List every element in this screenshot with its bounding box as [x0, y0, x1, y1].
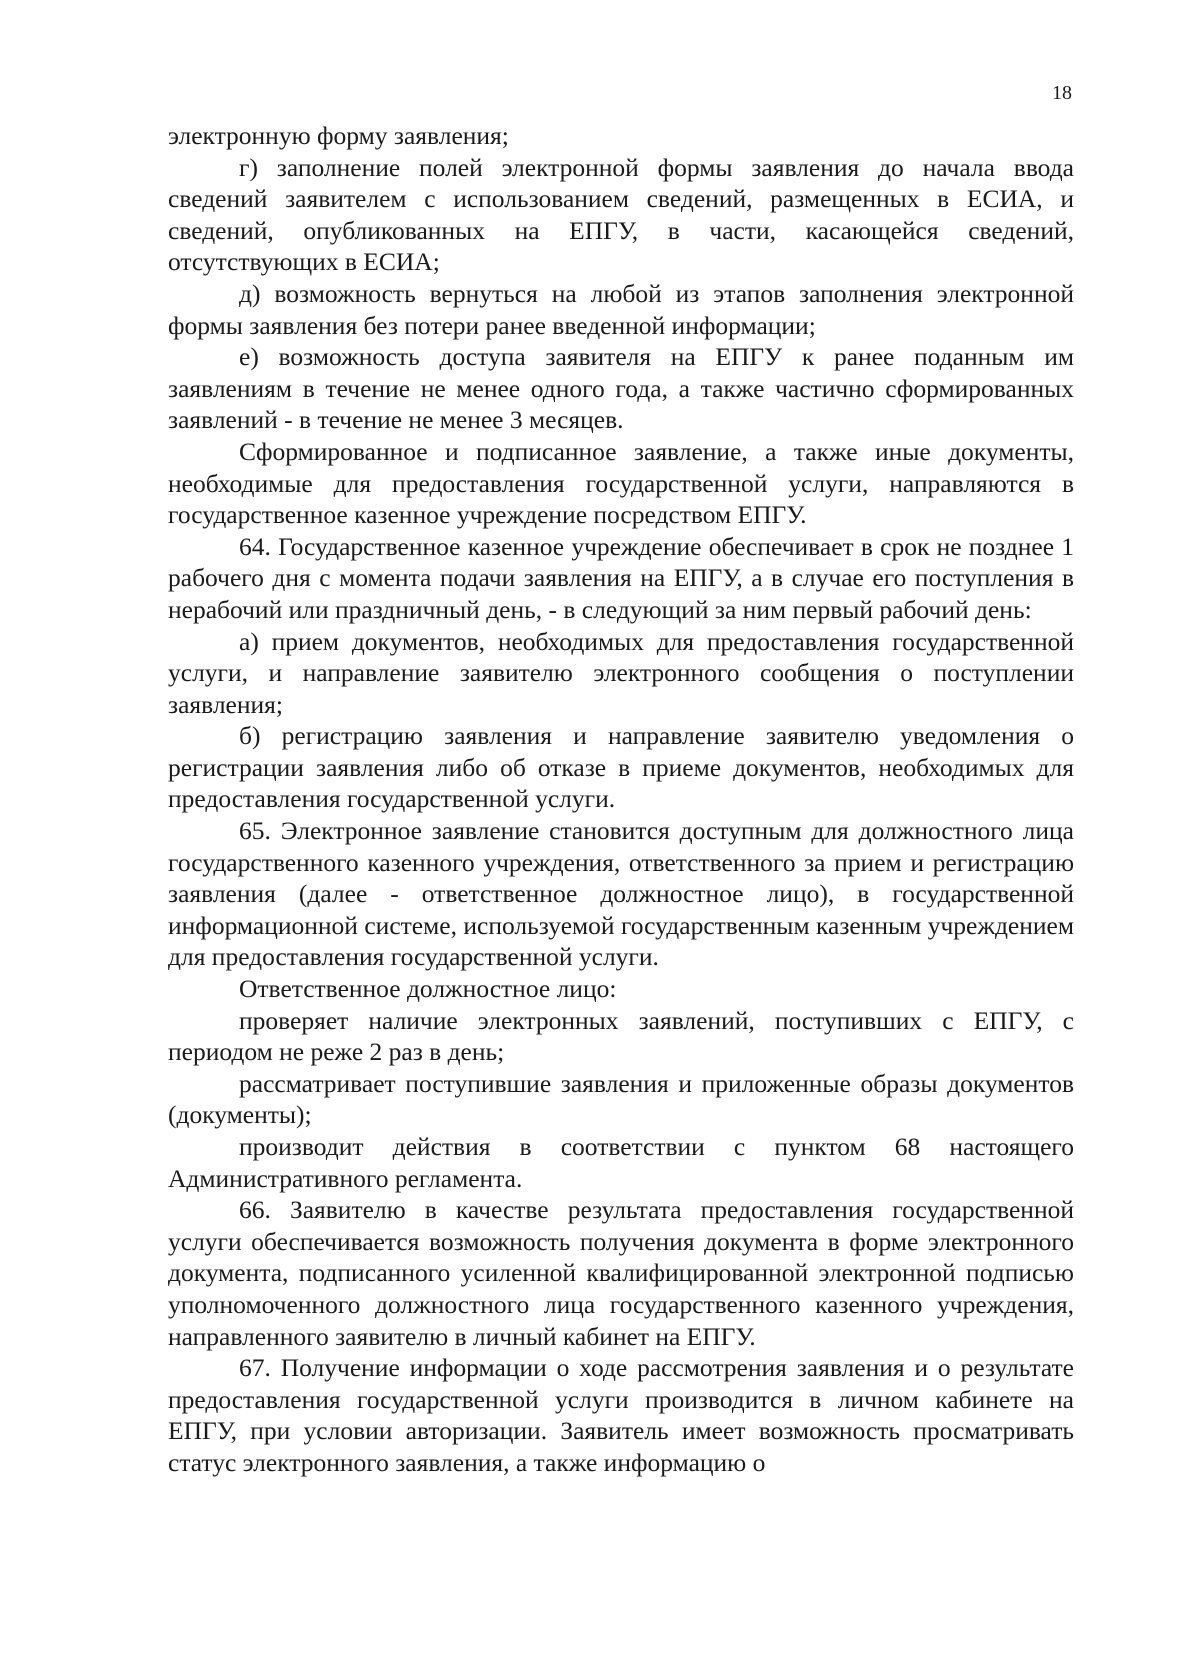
paragraph-reviews: рассматривает поступившие заявления и приложенные образы документов (документы);: [168, 1068, 1074, 1130]
paragraph-submitted-application: Сформированное и подписанное заявление, а также иные документы, необходимые для предоставления государственной услуги, направляются в государственное казенное учреждение посредством ЕПГУ.: [168, 436, 1074, 530]
paragraph-item-g: г) заполнение полей электронной формы заявления до начала ввода сведений заявителем с использованием сведений, размещенных в ЕСИА, и сведений, опубликованных на ЕПГУ, в части, касающейся сведений, отсутствующих в ЕСИА;: [168, 152, 1074, 277]
paragraph-item-d: д) возможность вернуться на любой из этапов заполнения электронной формы заявления без потери ранее введенной информации;: [168, 278, 1074, 340]
paragraph-responsible-official: Ответственное должностное лицо:: [239, 974, 617, 1004]
paragraph-checks: проверяет наличие электронных заявлений, поступивших с ЕПГУ, с периодом не реже 2 раз в день;: [168, 1005, 1074, 1067]
document-body: [168, 120, 1074, 1479]
paragraph-66: 66. Заявителю в качестве результата предоставления государственной услуги обеспечивается возможность получения документа в форме электронного документа, подписанного усиленной квалифицированной электронной подписью уполномоченного должностного лица государственного казенного учреждения, направленного заявителю в личный кабинет на ЕПГУ.: [168, 1195, 1074, 1351]
paragraph-continuation: электронную форму заявления;: [168, 121, 509, 150]
page-number: 18: [1052, 82, 1072, 104]
paragraph-64-b: б) регистрацию заявления и направление заявителю уведомления о регистрации заявления либо об отказе в приеме документов, необходимых для предоставления государственной услуги.: [168, 721, 1074, 814]
paragraph-65: 65. Электронное заявление становится доступным для должностного лица государственного казенного учреждения, ответственного за прием и регистрацию заявления (далее - ответственное должностное лицо), в государственной информационной системе, используемой государственным казенным учреждением для предоставления государственной услуги.: [168, 816, 1074, 972]
paragraph-item-e: е) возможность доступа заявителя на ЕПГУ к ранее поданным им заявлениям в течение не менее одного года, а также частично сформированных заявлений - в течение не менее 3 месяцев.: [168, 342, 1074, 435]
paragraph-64-a: а) прием документов, необходимых для предоставления государственной услуги, и направление заявителю электронного сообщения о поступлении заявления;: [168, 626, 1074, 719]
paragraph-performs: производит действия в соответствии с пунктом 68 настоящего Административного регламента.: [168, 1132, 1074, 1193]
paragraph-67: 67. Получение информации о ходе рассмотрения заявления и о результате предоставления государственной услуги производится в личном кабинете на ЕПГУ, при условии авторизации. Заявитель имеет возможность просматривать статус электронного заявления, а также информацию о: [168, 1353, 1074, 1477]
paragraph-64: 64. Государственное казенное учреждение обеспечивает в срок не позднее 1 рабочего дня с момента подачи заявления на ЕПГУ, а в случае его поступления в нерабочий или праздничный день, - в следующий за ним первый рабочий день:: [168, 531, 1074, 624]
